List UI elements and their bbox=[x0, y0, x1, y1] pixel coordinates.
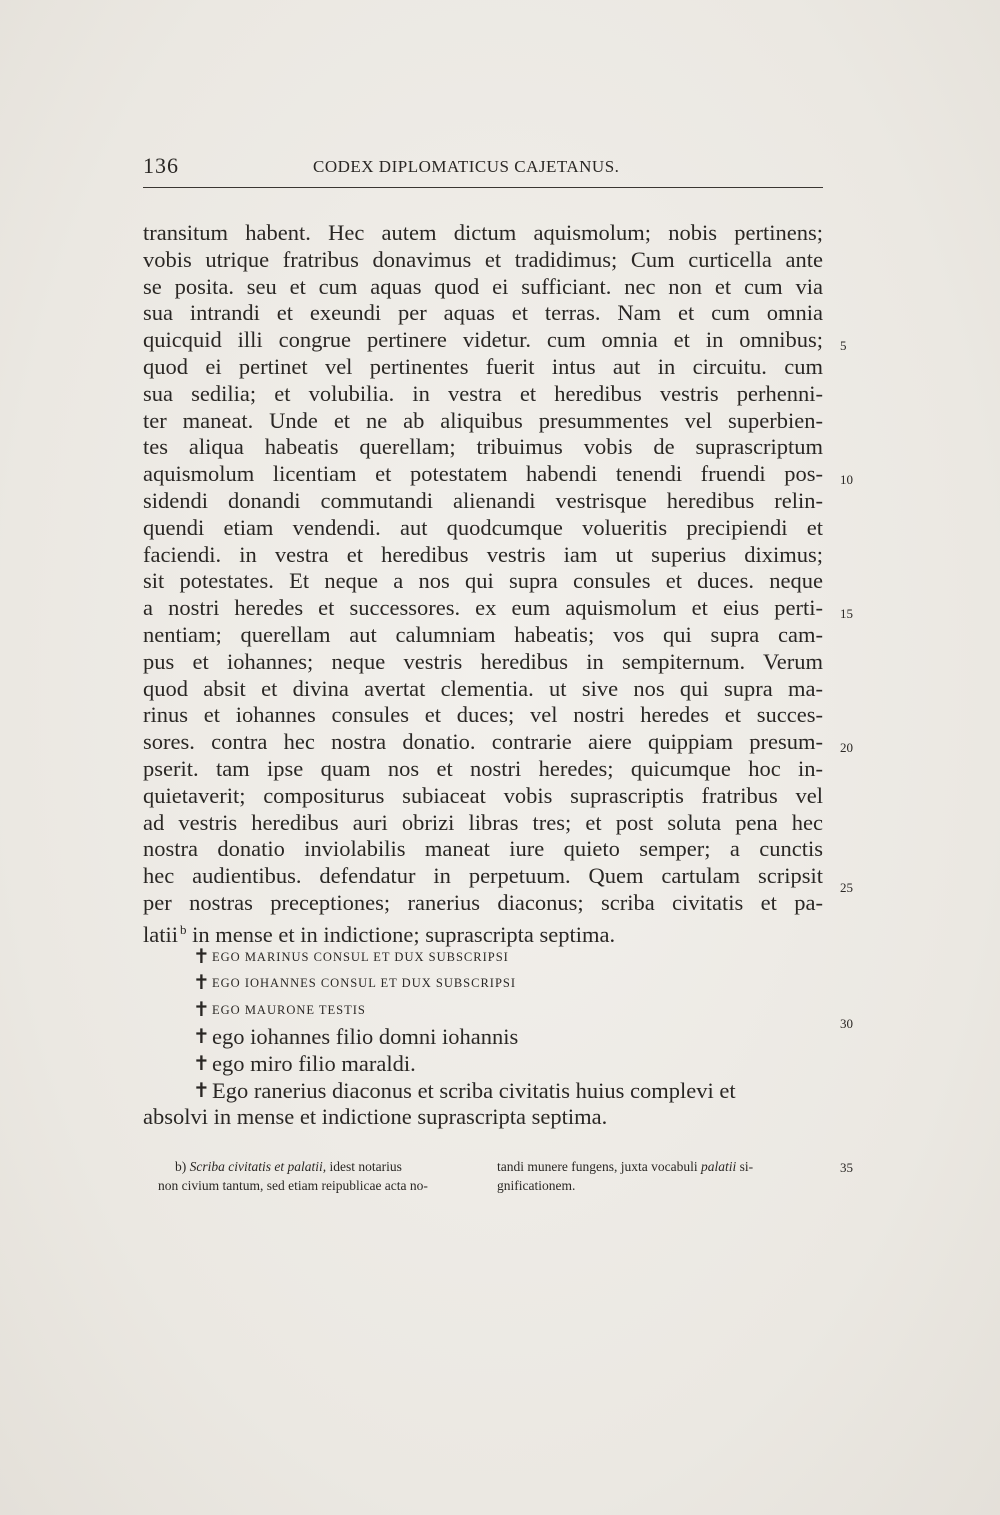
text-line-last bbox=[143, 917, 823, 947]
text-line: rinus et iohannes consules et duces; vel nostri heredes et succes- bbox=[143, 702, 823, 728]
signature-line bbox=[143, 1051, 823, 1078]
text-line: sit potestates. Et neque a nos qui supra consules et duces. neque bbox=[143, 568, 823, 594]
text-line: tes aliqua habeatis querellam; tribuimus vobis de suprascriptum bbox=[143, 434, 823, 460]
text-line: quod absit et divina avertat clementia. ut sive nos qui supra ma- bbox=[143, 675, 823, 701]
margin-line-number: 20 bbox=[840, 740, 853, 755]
margin-line-number: 15 bbox=[840, 606, 853, 621]
last-line-start: latii bbox=[143, 921, 178, 947]
subscription-line bbox=[143, 997, 823, 1024]
text-line: hec audientibus. defendatur in perpetuum. Quem cartulam scripsit bbox=[143, 863, 823, 889]
subscription-text: EGO MAURONE TESTIS bbox=[212, 1003, 366, 1018]
text-line: quendi etiam vendendi. aut quodcumque volueritis precipiendi et bbox=[143, 514, 823, 540]
text-line: sua intrandi et exeundi per aquas et terras. Nam et cum omnia bbox=[143, 300, 823, 326]
cross-icon: ✝ bbox=[193, 972, 211, 995]
text-line: quicquid illi congrue pertinere videtur. cum omnia et in omnibus; bbox=[143, 327, 823, 353]
text-line: faciendi. in vestra et heredibus vestris iam ut superius diximus; bbox=[143, 541, 823, 567]
signature-text: ego miro filio maraldi. bbox=[212, 1050, 416, 1076]
last-line-end: in mense et in indictione; suprascripta septima. bbox=[186, 921, 616, 947]
margin-line-number: 5 bbox=[840, 338, 847, 353]
body-text bbox=[143, 220, 823, 1131]
footnote-text: tandi munere fungens, juxta vocabuli bbox=[497, 1159, 701, 1174]
subscription-line bbox=[143, 944, 823, 971]
footnote-text: idest notarius bbox=[326, 1159, 402, 1174]
signature-line bbox=[143, 1024, 823, 1051]
margin-line-number: 35 bbox=[840, 1160, 853, 1175]
cross-icon: ✝ bbox=[193, 1079, 210, 1102]
signature-text: Ego ranerius diaconus et scriba civitatis huius complevi et bbox=[212, 1077, 736, 1103]
footnote-italic: Scriba civitatis et palatii, bbox=[189, 1159, 327, 1174]
footnote-line bbox=[497, 1157, 827, 1176]
footnote-column-left bbox=[158, 1157, 488, 1195]
margin-line-number: 30 bbox=[840, 1016, 853, 1031]
subscription-text: EGO IOHANNES CONSUL ET DUX SUBSCRIPSI bbox=[212, 976, 517, 991]
page-number: 136 bbox=[143, 153, 179, 178]
signature-line-continued: absolvi in mense et indictione suprascripta septima. bbox=[143, 1104, 608, 1130]
footnote-marker: b) bbox=[175, 1159, 187, 1174]
signature-text: ego iohannes filio domni iohannis bbox=[212, 1023, 519, 1049]
cross-icon: ✝ bbox=[193, 1025, 210, 1048]
text-line: quietaverit; compositurus subiaceat vobis suprascriptis fratribus vel bbox=[143, 782, 823, 808]
footnote-line: non civium tantum, sed etiam reipublicae acta no- bbox=[158, 1178, 428, 1193]
margin-line-number: 10 bbox=[840, 472, 853, 487]
footnote-marker-sup: b bbox=[180, 921, 187, 937]
text-line: nostra donatio inviolabilis maneat iure quieto semper; a cunctis bbox=[143, 836, 823, 862]
text-line: sores. contra hec nostra donatio. contrarie aiere quippiam presum- bbox=[143, 729, 823, 755]
subscription-line bbox=[143, 970, 823, 997]
text-line: transitum habent. Hec autem dictum aquismolum; nobis pertinens; bbox=[143, 220, 823, 245]
page-header bbox=[143, 153, 820, 187]
text-line: ad vestris heredibus auri obrizi libras tres; et post soluta pena hec bbox=[143, 809, 823, 835]
text-line: sidendi donandi commutandi alienandi vestrisque heredibus relin- bbox=[143, 487, 823, 513]
text-line: sua sedilia; et volubilia. in vestra et heredibus vestris perhenni- bbox=[143, 380, 823, 406]
cross-icon: ✝ bbox=[193, 945, 211, 968]
text-line: per nostras preceptiones; ranerius diaconus; scriba civitatis et pa- bbox=[143, 889, 823, 915]
footnote-line: gnificationem. bbox=[497, 1178, 576, 1193]
signature-line bbox=[143, 1078, 823, 1105]
subscription-text: EGO MARINUS CONSUL ET DUX SUBSCRIPSI bbox=[212, 949, 509, 964]
footnote-column-right bbox=[497, 1157, 827, 1195]
text-line: quod ei pertinet vel pertinentes fuerit intus aut in circuitu. cum bbox=[143, 353, 823, 379]
margin-line-number: 25 bbox=[840, 880, 853, 895]
running-title: CODEX DIPLOMATICUS CAJETANUS. bbox=[313, 157, 620, 176]
text-line: nentiam; querellam aut calumniam habeatis; vos qui supra cam- bbox=[143, 621, 823, 647]
text-line: aquismolum licentiam et potestatem habendi tenendi fruendi pos- bbox=[143, 461, 823, 487]
text-line: pserit. tam ipse quam nos et nostri heredes; quicumque hoc in- bbox=[143, 755, 823, 781]
footnote-italic: palatii bbox=[700, 1159, 737, 1174]
text-line: se posita. seu et cum aquas quod ei sufficiant. nec non et cum via bbox=[143, 273, 823, 299]
cross-icon: ✝ bbox=[193, 999, 211, 1022]
text-line: a nostri heredes et successores. ex eum aquismolum et eius perti- bbox=[143, 595, 823, 621]
text-line: vobis utrique fratribus donavimus et tradidimus; Cum curticella ante bbox=[143, 246, 823, 272]
cross-icon: ✝ bbox=[193, 1052, 210, 1075]
header-rule bbox=[143, 187, 823, 188]
footnote-line bbox=[158, 1157, 488, 1176]
footnote-text: si- bbox=[736, 1159, 754, 1174]
text-line: ter maneat. Unde et ne ab aliquibus presummentes vel superbien- bbox=[143, 407, 823, 433]
text-line: pus et iohannes; neque vestris heredibus in sempiternum. Verum bbox=[143, 648, 823, 674]
